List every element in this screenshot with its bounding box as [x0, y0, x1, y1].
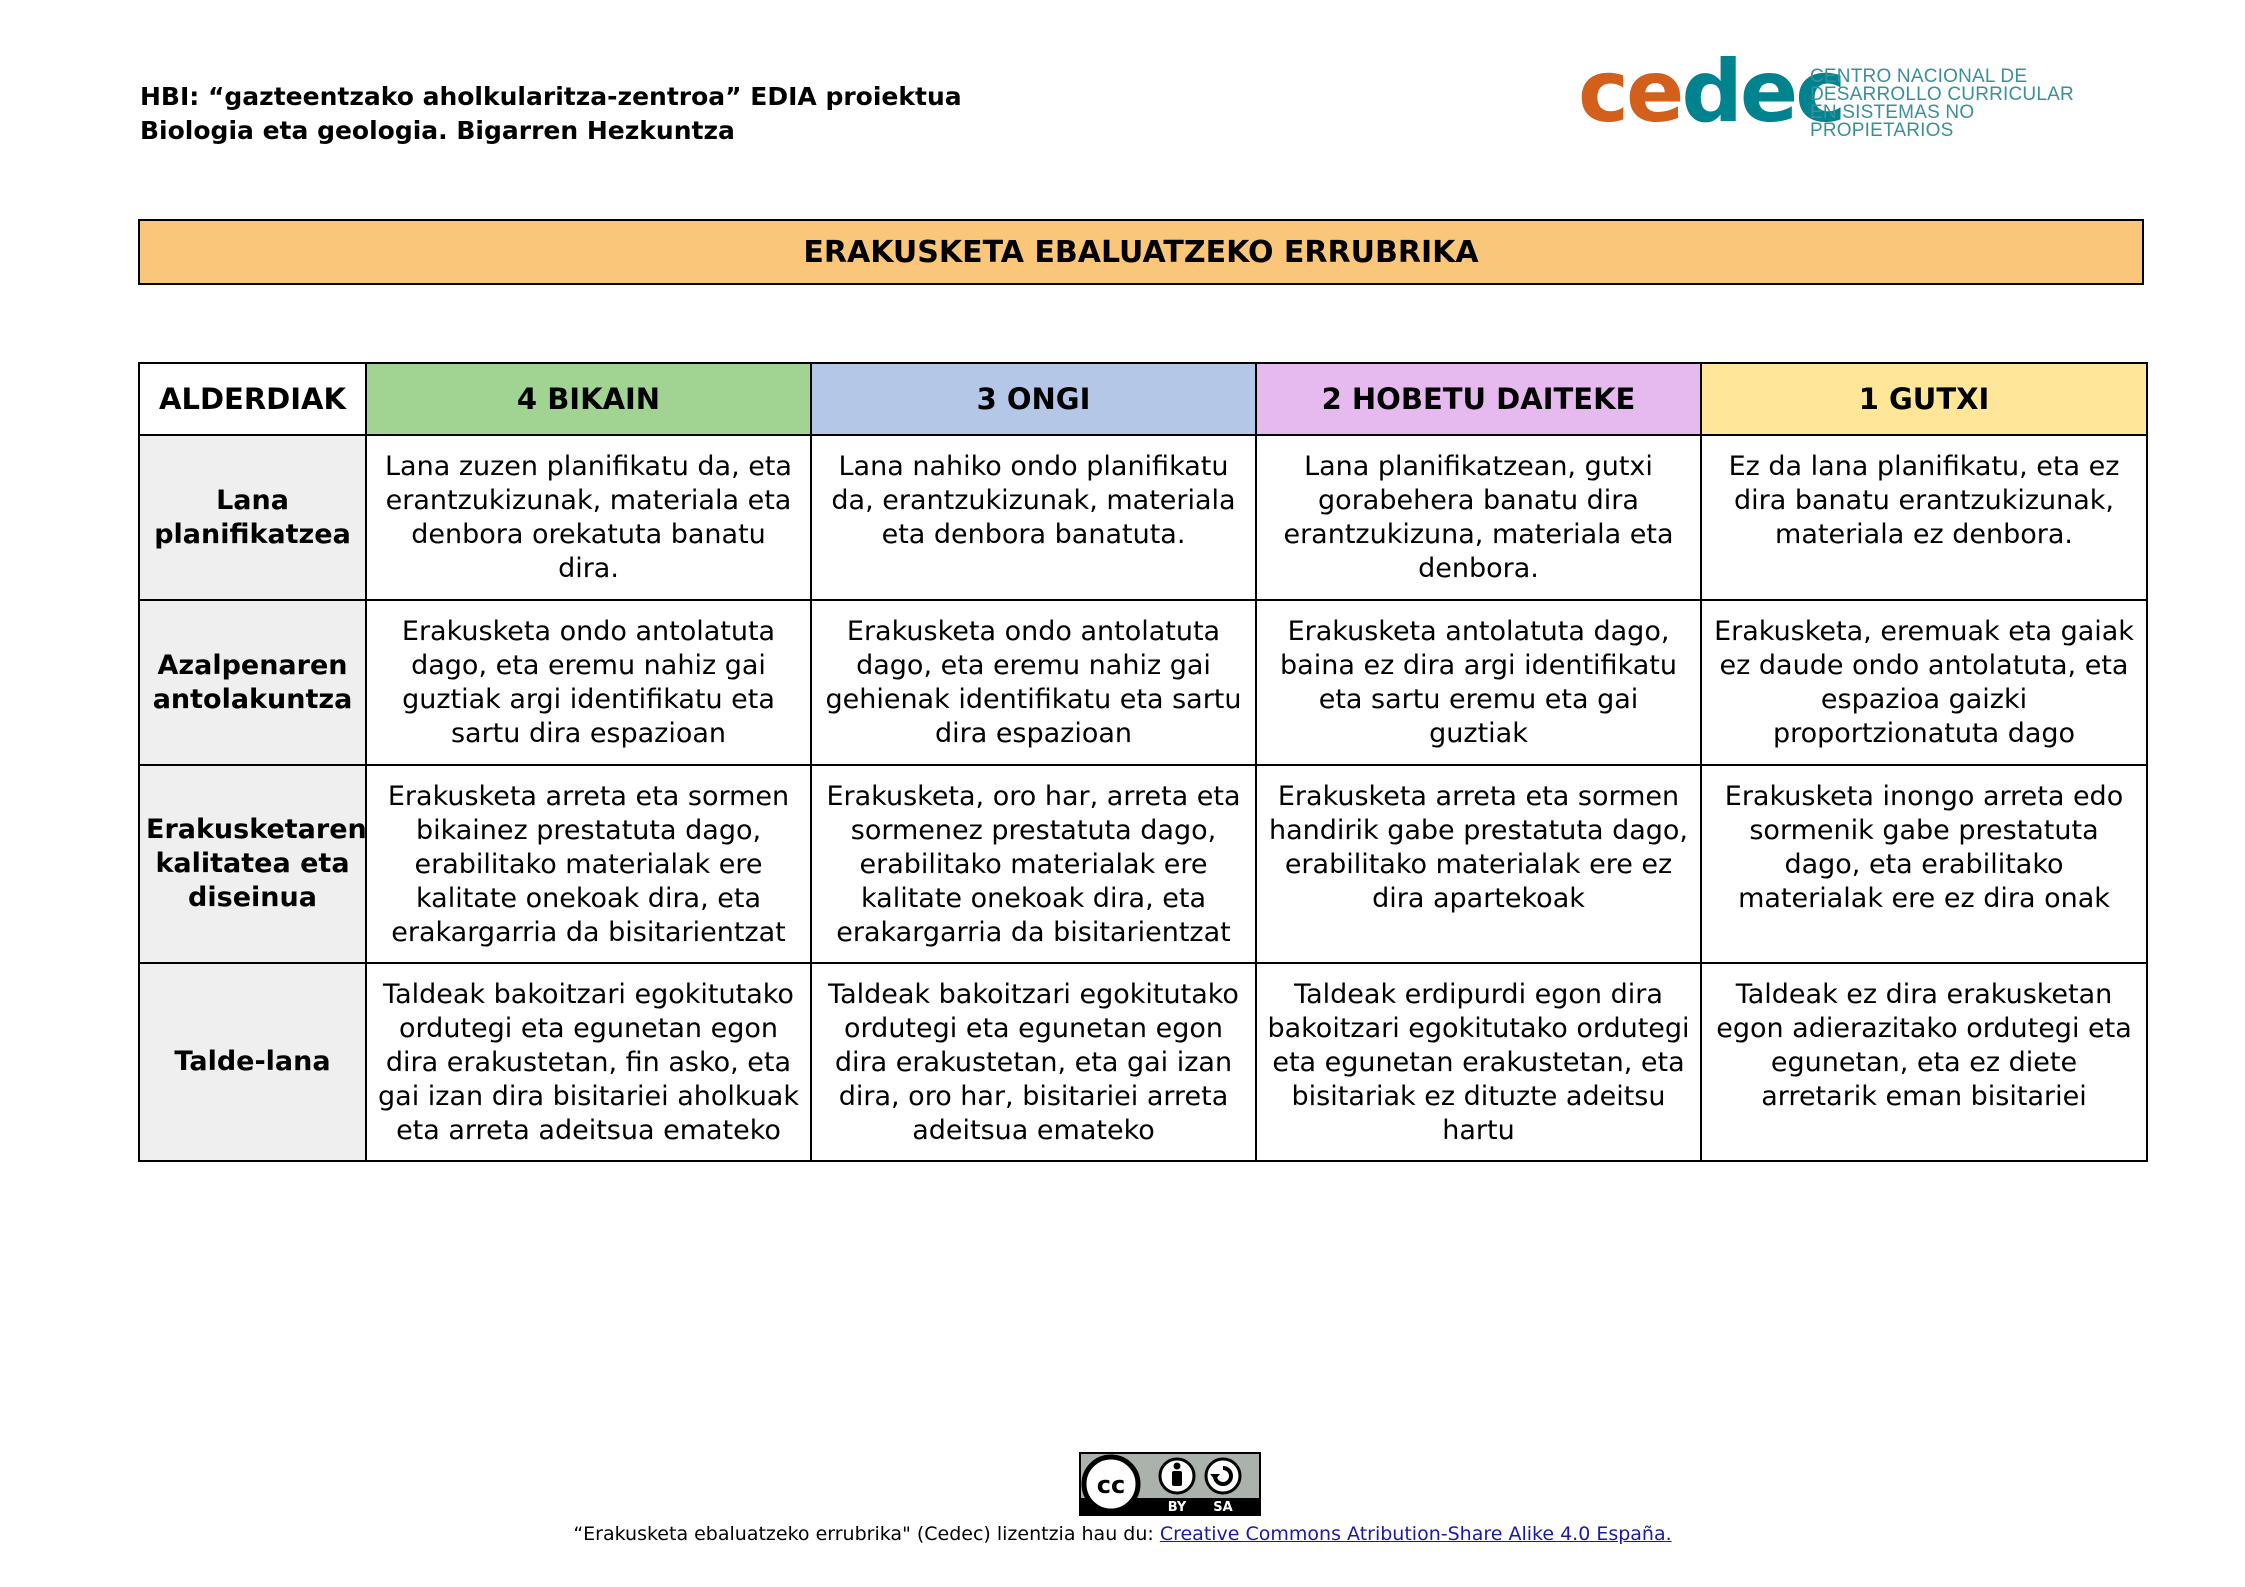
- header-level-1: 1 GUTXI: [1701, 363, 2147, 435]
- header-level-3: 3 ONGI: [811, 363, 1256, 435]
- rubric-cell: Erakusketa inongo arreta edo sormenik gabe prestatuta dago, eta erabilitako materialak ere ez dira onak: [1701, 765, 2147, 963]
- header-project-line: HBI: “gazteentzako aholkularitza-zentroa” EDIA proiektua: [140, 82, 962, 111]
- aspect-label: Erakusketaren kalitatea eta diseinua: [139, 765, 366, 963]
- table-row: [139, 765, 2147, 963]
- rubric-header-row: [139, 363, 2147, 435]
- cc-by-label: BY: [1167, 1500, 1187, 1515]
- rubric-cell: Erakusketa antolatuta dago, baina ez dira argi identifikatu eta sartu eremu eta gai guztiak: [1256, 600, 1701, 765]
- rubric-cell: Taldeak erdipurdi egon dira bakoitzari egokitutako ordutegi eta egunetan erakustetan, eta bisitariak ez dituzte adeitsu hartu: [1256, 963, 1701, 1161]
- cedec-logo-subtitle: CENTRO NACIONAL DE DESARROLLO CURRICULAR EN SISTEMAS NO PROPIETARIOS: [1810, 66, 2074, 141]
- rubric-cell: Erakusketa arreta eta sormen handirik gabe prestatuta dago, erabilitako materialak ere ez dira apartekoak: [1256, 765, 1701, 963]
- rubric-cell: Lana zuzen planifikatu da, eta erantzukizunak, materiala eta denbora orekatuta banatu dira.: [366, 435, 811, 600]
- svg-text:cc: cc: [1096, 1471, 1126, 1499]
- rubric-cell: Ez da lana planifikatu, eta ez dira banatu erantzukizunak, materiala ez denbora.: [1701, 435, 2147, 600]
- rubric-cell: Erakusketa ondo antolatuta dago, eta eremu nahiz gai gehienak identifikatu eta sartu dira espazioan: [811, 600, 1256, 765]
- rubric-cell: Erakusketa ondo antolatuta dago, eta eremu nahiz gai guztiak argi identifikatu eta sartu dira espazioan: [366, 600, 811, 765]
- table-row: [139, 600, 2147, 765]
- aspect-label: Azalpenaren antolakuntza: [139, 600, 366, 765]
- table-row: [139, 963, 2147, 1161]
- table-row: [139, 435, 2147, 600]
- rubric-cell: Taldeak bakoitzari egokitutako ordutegi eta egunetan egon dira erakustetan, eta gai izan dira, oro har, bisitariei arreta adeitsua emateko: [811, 963, 1256, 1161]
- rubric-cell: Erakusketa, eremuak eta gaiak ez daude ondo antolatuta, eta espazioa gaizki proportzionatuta dago: [1701, 600, 2147, 765]
- cc-sa-label: SA: [1213, 1500, 1233, 1515]
- header-aspects: ALDERDIAK: [139, 363, 366, 435]
- rubric-table: [138, 362, 2148, 1162]
- header-level-2: 2 HOBETU DAITEKE: [1256, 363, 1701, 435]
- header-level-4: 4 BIKAIN: [366, 363, 811, 435]
- aspect-label: Talde-lana: [139, 963, 366, 1161]
- rubric-cell: Taldeak ez dira erakusketan egon adierazitako ordutegi eta egunetan, eta ez diete arretarik eman bisitariei: [1701, 963, 2147, 1161]
- license-text: “Erakusketa ebaluatzeko errubrika" (Cedec) lizentzia hau du:: [573, 1523, 1160, 1545]
- document-header: [140, 80, 962, 148]
- license-link[interactable]: Creative Commons Atribution-Share Alike 4.0 España.: [1159, 1523, 1672, 1545]
- license-footer: [0, 1522, 2245, 1546]
- header-subject-line: Biologia eta geologia. Bigarren Hezkuntza: [140, 116, 735, 145]
- rubric-title: ERAKUSKETA EBALUATZEKO ERRUBRIKA: [138, 219, 2144, 285]
- cedec-logo-word: cedec: [1578, 42, 1844, 142]
- rubric-cell: Lana planifikatzean, gutxi gorabehera banatu dira erantzukizuna, materiala eta denbora.: [1256, 435, 1701, 600]
- cc-by-sa-icon[interactable]: [1079, 1452, 1261, 1516]
- rubric-cell: Taldeak bakoitzari egokitutako ordutegi eta egunetan egon dira erakustetan, fin asko, eta gai izan dira bisitariei aholkuak eta arreta adeitsua emateko: [366, 963, 811, 1161]
- rubric-cell: Erakusketa, oro har, arreta eta sormenez prestatuta dago, erabilitako materialak ere kalitate onekoak dira, eta erakargarria da bisitarientzat: [811, 765, 1256, 963]
- rubric-cell: Erakusketa arreta eta sormen bikainez prestatuta dago, erabilitako materialak ere kalitate onekoak dira, eta erakargarria da bisitarientzat: [366, 765, 811, 963]
- aspect-label: Lana planifikatzea: [139, 435, 366, 600]
- rubric-cell: Lana nahiko ondo planifikatu da, erantzukizunak, materiala eta denbora banatuta.: [811, 435, 1256, 600]
- cedec-logo: [1578, 42, 2098, 142]
